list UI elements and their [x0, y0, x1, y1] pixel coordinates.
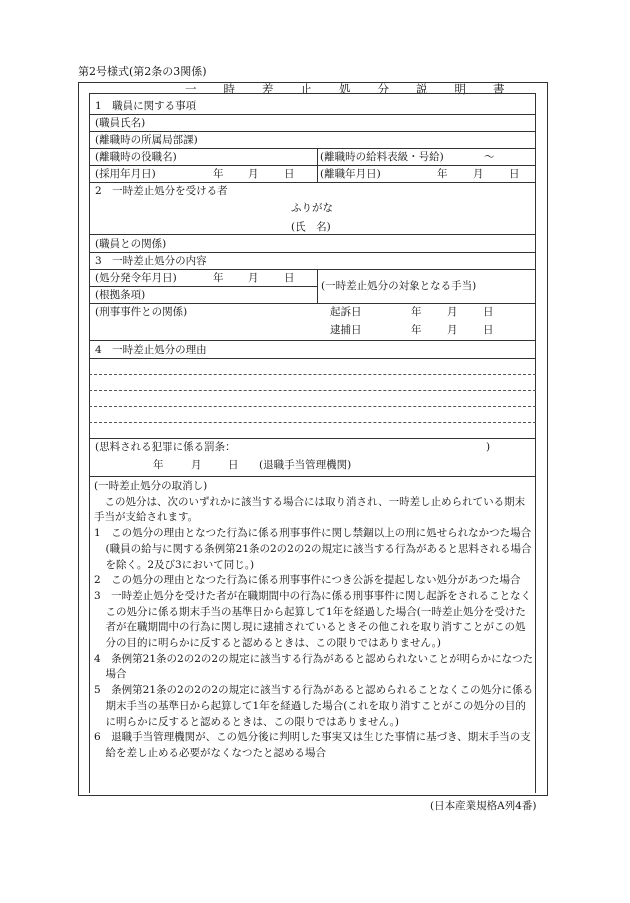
department-label: (離職時の所属局部課) — [95, 134, 198, 146]
penalty-close-paren: ) — [486, 441, 491, 453]
document-title: 一時差止処分説明書 — [185, 82, 532, 96]
date-month: 月 — [447, 306, 458, 318]
date-year: 年 — [437, 168, 448, 180]
notes-heading: (一時差止処分の取消し) — [94, 480, 208, 492]
column-line — [317, 148, 318, 182]
recipient-name-label: (氏 名) — [291, 221, 331, 233]
date-day: 日 — [483, 306, 494, 318]
date-day: 日 — [228, 459, 239, 471]
column-line — [317, 269, 318, 303]
relation-label: (職員との関係) — [95, 238, 167, 250]
paper-size-note: (日本産業規格A列4番) — [430, 800, 537, 812]
form-header: 第2号様式(第2条の3関係) — [78, 65, 207, 78]
basis-label: (根拠条項) — [95, 289, 146, 301]
notes-item: 3 一時差止処分を受けた者が在職期間中の行為に係る刑事事件に関し起訴をされることなくこの処分に係る期末手当の基準日から起算して1年を経過した場合(一時差止処分を受けた者が在職期間中の行為に関し現に逮捕されているときその他これを取り消すことがこの処分の目的に明らかに反すると認めるときは、この限りではありません。) — [94, 589, 532, 650]
date-year: 年 — [213, 168, 224, 180]
date-month: 月 — [473, 168, 484, 180]
date-year: 年 — [213, 272, 224, 284]
notes-item: 4 条例第21条の2の2の2の規定に該当する行為があると認められないことが明らかになつた場合 — [94, 652, 534, 681]
cancellation-notes — [94, 479, 534, 762]
position-label: (離職時の役職名) — [95, 151, 177, 163]
row-line — [89, 252, 536, 253]
row-line — [89, 148, 536, 149]
row-line — [89, 303, 536, 304]
salary-range-tilde: ～ — [484, 151, 495, 163]
notes-item: 5 条例第21条の2の2の2の規定に該当する行為があると認められることなくこの処分に係る期末手当の基準日から起算して1年を経過した場合(これを取り消すことがこの処分の目的に明らかに反すると認めるときは、この限りではありません。) — [94, 684, 534, 728]
allowance-label: (一時差止処分の対象となる手当) — [321, 280, 477, 292]
row-line — [89, 286, 317, 287]
retire-date-label: (離職年月日) — [320, 168, 381, 180]
notes-intro: この処分は、次のいずれかに該当する場合には取り消され、一時差し止められている期末手当が支給されます。 — [94, 495, 526, 524]
date-month: 月 — [248, 272, 259, 284]
notes-item: 1 この処分の理由となつた行為に係る刑事事件に関し禁錮以上の刑に処せられなかつた場合(職員の給与に関する条例第21条の2の2の2の規定に該当する行為があると思料される場合を除く。2及び3において同じ。) — [94, 527, 532, 571]
date-day: 日 — [483, 324, 494, 336]
row-line — [89, 114, 536, 115]
section-3-heading: 3 一時差止処分の内容 — [95, 255, 207, 267]
date-day: 日 — [284, 272, 295, 284]
arrest-date-label: 逮捕日 — [330, 324, 362, 336]
reason-line — [89, 390, 536, 391]
row-line — [89, 165, 536, 166]
penalty-clause-label: (思料される犯罪に係る罰条： — [95, 441, 236, 453]
date-month: 月 — [447, 324, 458, 336]
date-year: 年 — [411, 324, 422, 336]
reason-line — [89, 422, 536, 423]
reason-line — [89, 374, 536, 375]
date-year: 年 — [411, 306, 422, 318]
date-month: 月 — [191, 459, 202, 471]
date-month: 月 — [248, 168, 259, 180]
indictment-date-label: 起訴日 — [330, 306, 362, 318]
section-2-heading: 2 一時差止処分を受ける者 — [95, 185, 228, 197]
row-line — [89, 358, 536, 359]
hire-date-label: (採用年月日) — [95, 168, 156, 180]
reason-line — [89, 406, 536, 407]
row-line — [89, 269, 536, 270]
employee-name-label: (職員氏名) — [95, 117, 146, 129]
row-line — [89, 476, 536, 477]
date-day: 日 — [509, 168, 520, 180]
notes-item: 6 退職手当管理機関が、この処分後に判明した事実又は生じた事情に基づき、期末手当の支給を差し止める必要がなくなつたと認める場合 — [94, 731, 531, 759]
criminal-case-label: (刑事事件との関係) — [95, 306, 188, 318]
salary-label: (離職時の給料表級・号給) — [320, 151, 444, 163]
row-line — [89, 234, 536, 235]
furigana-label: ふりがな — [291, 202, 333, 214]
section-4-heading: 4 一時差止処分の理由 — [95, 344, 207, 356]
date-year: 年 — [153, 459, 164, 471]
row-line — [89, 340, 536, 341]
date-day: 日 — [284, 168, 295, 180]
row-line — [89, 438, 536, 439]
notes-item: 2 この処分の理由となつた行為に係る刑事事件につき公訴を提起しない処分があつた場合 — [94, 574, 521, 587]
issue-date-label: (処分発令年月日) — [95, 272, 177, 284]
section-1-heading: 1 職員に関する事項 — [95, 100, 197, 112]
authority-label: (退職手当管理機関) — [259, 459, 352, 471]
row-line — [89, 131, 536, 132]
row-line — [89, 182, 536, 183]
